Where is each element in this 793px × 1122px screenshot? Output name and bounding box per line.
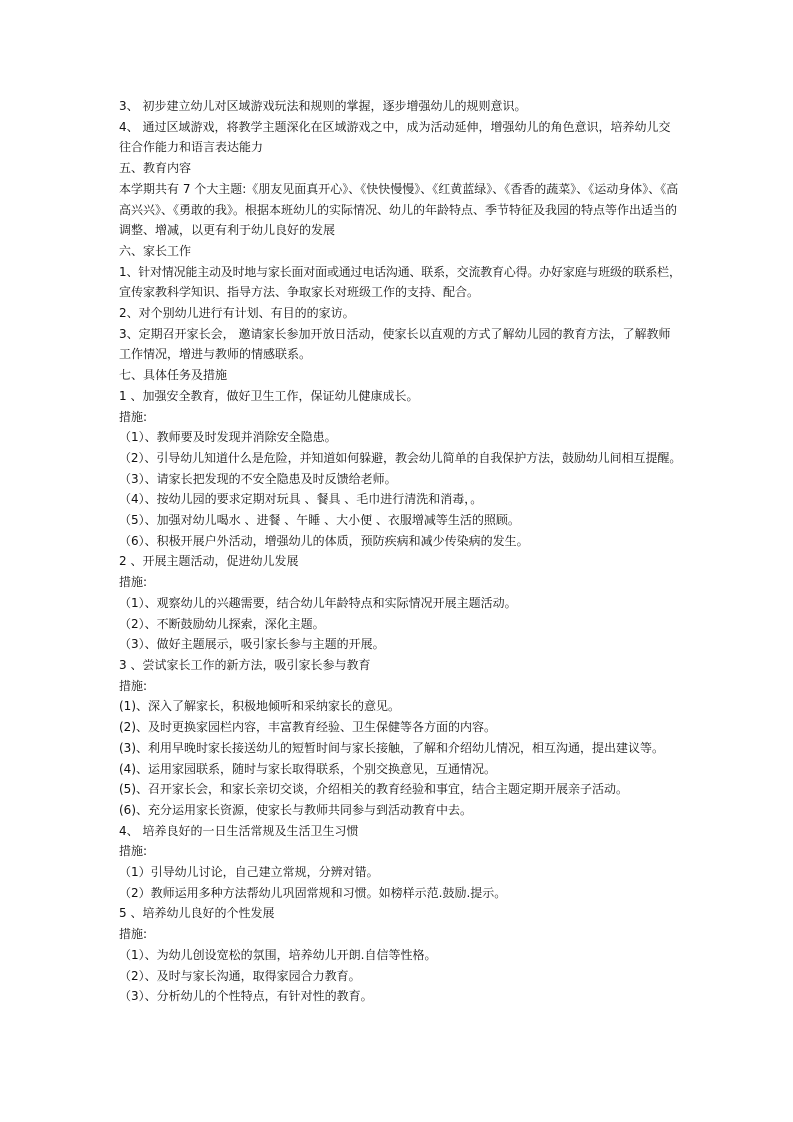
text-line: 措施: (119, 409, 148, 424)
text-line: (4)、运用家园联系，随时与家长取得联系，个别交换意见，互通情况。 (119, 761, 497, 776)
text-line: （5）、加强对幼儿喝水 、进餐 、午睡 、大小便 、衣服增减等生活的照顾。 (119, 513, 520, 528)
text-line: 工作情况，增进与教师的情感联系。 (119, 347, 312, 362)
text-line: 措施: (119, 844, 148, 859)
text-line: 宣传家教科学知识、指导方法、争取家长对班级工作的支持、配合。 (119, 285, 480, 300)
text-line: 七、具体任务及措施 (119, 368, 228, 383)
text-line: （2）、及时与家长沟通，取得家园合力教育。 (119, 968, 361, 983)
text-line: 1 、加强安全教育，做好卫生工作，保证幼儿健康成长。 (119, 388, 419, 403)
text-line: 5 、培养幼儿良好的个性发展 (119, 906, 275, 921)
text-line: (3)、利用早晚时家长接送幼儿的短暂时间与家长接触，了解和介绍幼儿情况，相互沟通，提出建议等。 (119, 740, 665, 755)
text-line: 3、 初步建立幼儿对区域游戏玩法和规则的掌握，逐步增强幼儿的规则意识。 (119, 99, 527, 113)
text-line: 高兴兴》、《勇敢的我》。根据本班幼儿的实际情况、幼儿的年龄特点、季节特征及我园的特点等作出适当的 (119, 202, 678, 217)
text-line: 措施: (119, 575, 148, 590)
text-line: （3）、分析幼儿的个性特点，有针对性的教育。 (119, 989, 373, 1004)
text-line: （1）、观察幼儿的兴趣需要，结合幼儿年龄特点和实际情况开展主题活动。 (119, 595, 517, 610)
text-line: 2、对个别幼儿进行有计划、有目的的家访。 (119, 306, 355, 321)
text-line: （6）、积极开展户外活动，增强幼儿的体质，预防疾病和减少传染病的发生。 (119, 533, 529, 548)
text-line: 措施: (119, 678, 148, 693)
text-line: 2 、开展主题活动，促进幼儿发展 (119, 554, 299, 569)
text-line: （3）、做好主题展示，吸引家长参与主题的开展。 (119, 637, 385, 652)
text-line: （1）、教师要及时发现并消除安全隐患。 (119, 430, 337, 445)
text-line: 4、 培养良好的一日生活常规及生活卫生习惯 (119, 823, 359, 838)
text-line: （4）、按幼儿园的要求定期对玩具 、餐具 、毛巾进行清洗和消毒，。 (119, 492, 483, 507)
text-line: （1）、为幼儿创设宽松的氛围，培养幼儿开朗.自信等性格。 (119, 947, 437, 962)
text-line: 调整、增减，以更有利于幼儿良好的发展 (119, 223, 336, 238)
text-line: （2）教师运用多种方法帮幼儿巩固常规和习惯。如榜样示范.鼓励.提示。 (119, 885, 507, 900)
document-body (119, 96, 681, 1007)
text-line: 六、家长工作 (119, 243, 192, 258)
text-line: （2）、引导幼儿知道什么是危险，并知道如何躲避，教会幼儿简单的自我保护方法，鼓励幼儿间相互提醒。 (119, 450, 682, 465)
text-line: 措施: (119, 927, 148, 942)
text-line: （3）、请家长把发现的不安全隐患及时反馈给老师。 (119, 471, 397, 486)
text-line: 往合作能力和语言表达能力 (119, 140, 264, 155)
text-line: (5)、召开家长会，和家长亲切交谈，介绍相关的教育经验和事宜，结合主题定期开展亲子活动。 (119, 782, 629, 797)
text-line: (6)、充分运用家长资源，使家长与教师共同参与到活动教育中去。 (119, 802, 473, 817)
text-line: 1、针对情况能主动及时地与家长面对面或通过电话沟通、联系，交流教育心得。办好家庭与班级的联系栏， (119, 264, 681, 279)
text-line: （2）、不断鼓励幼儿探索，深化主题。 (119, 616, 325, 631)
text-line: （1）引导幼儿讨论，自己建立常规，分辨对错。 (119, 865, 379, 880)
text-line: 3 、尝试家长工作的新方法，吸引家长参与教育 (119, 657, 371, 672)
text-line: 3、定期召开家长会， 邀请家长参加开放日活动，使家长以直观的方式了解幼儿园的教育方法，了解教师 (119, 326, 671, 341)
text-line: (1)、深入了解家长，积极地倾听和采纳家长的意见。 (119, 699, 401, 714)
text-line: 4、 通过区域游戏，将教学主题深化在区域游戏之中，成为活动延伸，增强幼儿的角色意识，培养幼儿交 (119, 119, 671, 134)
text-line: (2)、及时更换家园栏内容，丰富教育经验、卫生保健等各方面的内容。 (119, 720, 497, 735)
text-line: 五、教育内容 (119, 161, 192, 176)
text-line: 本学期共有 7 个大主题:《朋友见面真开心》、《快快慢慢》、《红黄蓝绿》、《香香的蔬菜》、《运动身体》、《高 (119, 181, 679, 196)
